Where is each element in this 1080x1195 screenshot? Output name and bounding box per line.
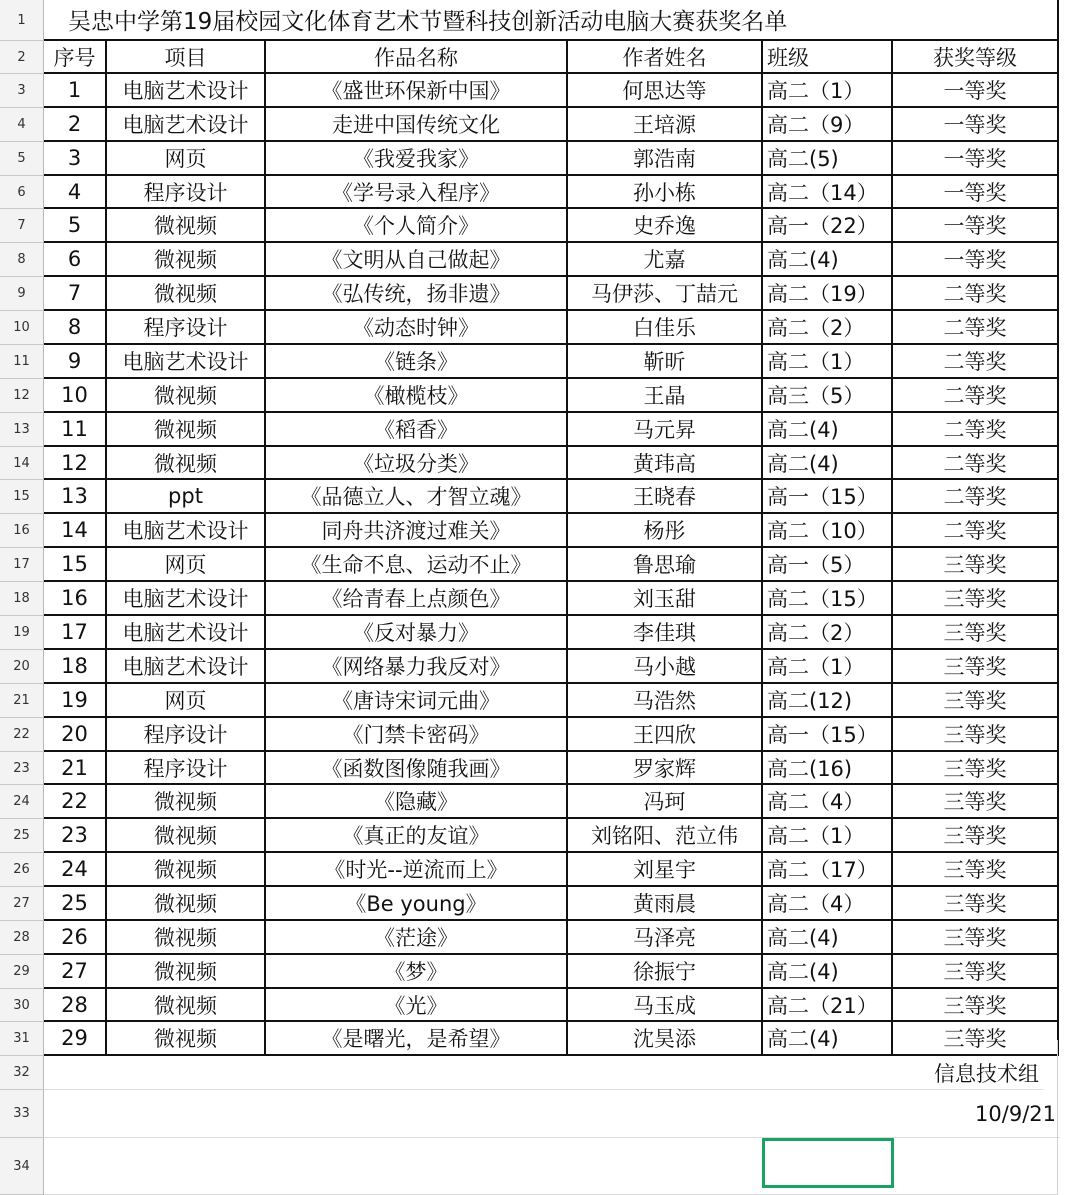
table-cell[interactable]: 8 bbox=[44, 311, 107, 345]
table-cell[interactable]: 21 bbox=[44, 752, 107, 785]
table-cell[interactable]: 《网络暴力我反对》 bbox=[266, 650, 568, 684]
sheet-row bbox=[0, 142, 1080, 176]
table-cell[interactable]: 微视频 bbox=[107, 921, 266, 955]
table-cell[interactable]: 《弘传统，扬非遗》 bbox=[266, 277, 568, 311]
table-cell[interactable]: 黄雨晨 bbox=[568, 887, 763, 921]
sheet-row bbox=[0, 650, 1080, 684]
table-cell[interactable]: 《稻香》 bbox=[266, 413, 568, 447]
sheet-row bbox=[0, 176, 1080, 209]
table-cell[interactable]: 网页 bbox=[107, 142, 266, 176]
row-number[interactable]: 7 bbox=[0, 209, 44, 243]
table-cell[interactable]: 王四欣 bbox=[568, 718, 763, 752]
sheet-row bbox=[0, 955, 1080, 989]
sheet-row bbox=[0, 243, 1080, 277]
table-cell[interactable]: 鲁思瑜 bbox=[568, 548, 763, 582]
table-cell[interactable]: 《垃圾分类》 bbox=[266, 447, 568, 480]
table-cell[interactable]: 电脑艺术设计 bbox=[107, 616, 266, 650]
sheet-row bbox=[0, 1090, 1080, 1138]
table-cell[interactable]: 电脑艺术设计 bbox=[107, 74, 266, 108]
table-cell[interactable]: 10 bbox=[44, 379, 107, 413]
table-cell[interactable]: 马小越 bbox=[568, 650, 763, 684]
table-cell[interactable]: 22 bbox=[44, 785, 107, 819]
table-cell[interactable]: 《个人简介》 bbox=[266, 209, 568, 243]
table-cell[interactable]: 微视频 bbox=[107, 209, 266, 243]
table-cell[interactable]: 微视频 bbox=[107, 379, 266, 413]
row-number[interactable]: 18 bbox=[0, 582, 44, 616]
table-cell[interactable]: 高二（2） bbox=[763, 616, 893, 650]
table-cell[interactable]: 高二（2） bbox=[763, 311, 893, 345]
table-cell[interactable]: 三等奖 bbox=[893, 989, 1059, 1022]
table-cell[interactable]: 《链条》 bbox=[266, 345, 568, 379]
table-cell[interactable]: 7 bbox=[44, 277, 107, 311]
table-cell[interactable]: 二等奖 bbox=[893, 514, 1059, 548]
row-number[interactable]: 34 bbox=[0, 1138, 44, 1195]
row-number[interactable]: 11 bbox=[0, 345, 44, 379]
table-cell[interactable]: 三等奖 bbox=[893, 752, 1059, 785]
table-cell[interactable]: 《唐诗宋词元曲》 bbox=[266, 684, 568, 718]
table-cell[interactable]: 二等奖 bbox=[893, 379, 1059, 413]
table-cell[interactable]: 20 bbox=[44, 718, 107, 752]
sheet-row bbox=[0, 684, 1080, 718]
table-cell[interactable]: 高一（5） bbox=[763, 548, 893, 582]
table-cell[interactable]: 刘铭阳、范立伟 bbox=[568, 819, 763, 853]
table-cell[interactable]: 二等奖 bbox=[893, 345, 1059, 379]
table-cell[interactable]: 3 bbox=[44, 142, 107, 176]
empty-cell[interactable] bbox=[44, 1138, 1057, 1195]
table-cell[interactable]: 一等奖 bbox=[893, 142, 1059, 176]
sheet-row bbox=[0, 785, 1080, 819]
table-cell[interactable]: 微视频 bbox=[107, 989, 266, 1022]
table-cell[interactable]: 《橄榄枝》 bbox=[266, 379, 568, 413]
table-cell[interactable]: 杨彤 bbox=[568, 514, 763, 548]
table-cell[interactable]: 郭浩南 bbox=[568, 142, 763, 176]
table-cell[interactable]: 《品德立人、才智立魂》 bbox=[266, 480, 568, 514]
table-cell[interactable]: 27 bbox=[44, 955, 107, 989]
table-cell[interactable]: 王培源 bbox=[568, 108, 763, 142]
footer-date[interactable]: 10/9/21 bbox=[44, 1090, 1060, 1138]
row-number[interactable]: 32 bbox=[0, 1056, 44, 1090]
table-cell[interactable]: 王晶 bbox=[568, 379, 763, 413]
table-cell[interactable]: 《Be young》 bbox=[266, 887, 568, 921]
table-cell[interactable]: 王晓春 bbox=[568, 480, 763, 514]
row-number[interactable]: 13 bbox=[0, 413, 44, 447]
table-cell[interactable]: 微视频 bbox=[107, 785, 266, 819]
table-cell[interactable]: 高一（22） bbox=[763, 209, 893, 243]
table-cell[interactable]: 高二（1） bbox=[763, 819, 893, 853]
table-cell[interactable]: 2 bbox=[44, 108, 107, 142]
table-cell[interactable]: 徐振宁 bbox=[568, 955, 763, 989]
table-cell[interactable]: 三等奖 bbox=[893, 853, 1059, 887]
table-cell[interactable]: 《动态时钟》 bbox=[266, 311, 568, 345]
row-number[interactable]: 14 bbox=[0, 447, 44, 480]
table-cell[interactable]: 程序设计 bbox=[107, 752, 266, 785]
table-cell[interactable]: 高二(4) bbox=[763, 955, 893, 989]
table-cell[interactable]: 一等奖 bbox=[893, 74, 1059, 108]
sheet-row bbox=[0, 548, 1080, 582]
table-cell[interactable]: 孙小栋 bbox=[568, 176, 763, 209]
table-cell[interactable]: 24 bbox=[44, 853, 107, 887]
table-cell[interactable]: 微视频 bbox=[107, 887, 266, 921]
table-cell[interactable]: 三等奖 bbox=[893, 887, 1059, 921]
row-number[interactable]: 20 bbox=[0, 650, 44, 684]
table-cell[interactable]: 高二（4） bbox=[763, 887, 893, 921]
table-cell[interactable]: 一等奖 bbox=[893, 243, 1059, 277]
table-cell[interactable]: 5 bbox=[44, 209, 107, 243]
table-cell[interactable]: 三等奖 bbox=[893, 1022, 1059, 1056]
table-cell[interactable]: 李佳琪 bbox=[568, 616, 763, 650]
table-cell[interactable]: 高一（15） bbox=[763, 718, 893, 752]
table-cell[interactable]: 微视频 bbox=[107, 277, 266, 311]
table-cell[interactable]: 《盛世环保新中国》 bbox=[266, 74, 568, 108]
row-number[interactable]: 9 bbox=[0, 277, 44, 311]
sheet-row bbox=[0, 1138, 1080, 1195]
table-cell[interactable]: 电脑艺术设计 bbox=[107, 650, 266, 684]
row-number[interactable]: 2 bbox=[0, 41, 44, 74]
table-cell[interactable]: 18 bbox=[44, 650, 107, 684]
header-cell[interactable]: 项目 bbox=[107, 41, 266, 74]
row-number[interactable]: 31 bbox=[0, 1022, 44, 1056]
table-cell[interactable]: 高二（1） bbox=[763, 650, 893, 684]
table-cell[interactable]: 高二（17） bbox=[763, 853, 893, 887]
table-cell[interactable]: 三等奖 bbox=[893, 819, 1059, 853]
row-number[interactable]: 24 bbox=[0, 785, 44, 819]
table-cell[interactable]: 走进中国传统文化 bbox=[266, 108, 568, 142]
table-cell[interactable]: 23 bbox=[44, 819, 107, 853]
sheet-row bbox=[0, 514, 1080, 548]
table-cell[interactable]: 《梦》 bbox=[266, 955, 568, 989]
table-cell[interactable]: 高二（9） bbox=[763, 108, 893, 142]
table-cell[interactable]: 高二(5) bbox=[763, 142, 893, 176]
table-cell[interactable]: 《门禁卡密码》 bbox=[266, 718, 568, 752]
table-cell[interactable]: 高二(4) bbox=[763, 447, 893, 480]
table-cell[interactable]: 14 bbox=[44, 514, 107, 548]
table-cell[interactable]: 《我爱我家》 bbox=[266, 142, 568, 176]
table-cell[interactable]: 刘星宇 bbox=[568, 853, 763, 887]
table-cell[interactable]: 28 bbox=[44, 989, 107, 1022]
sheet-row bbox=[0, 277, 1080, 311]
sheet-row bbox=[0, 108, 1080, 142]
table-cell[interactable]: 高二（19） bbox=[763, 277, 893, 311]
table-cell[interactable]: 25 bbox=[44, 887, 107, 921]
table-cell[interactable]: 6 bbox=[44, 243, 107, 277]
row-number[interactable]: 23 bbox=[0, 752, 44, 785]
table-cell[interactable]: 黄玮高 bbox=[568, 447, 763, 480]
table-cell[interactable]: 高二（1） bbox=[763, 74, 893, 108]
table-cell[interactable]: 史乔逸 bbox=[568, 209, 763, 243]
table-cell[interactable]: 高二（15） bbox=[763, 582, 893, 616]
table-cell[interactable]: 三等奖 bbox=[893, 955, 1059, 989]
sheet-title[interactable]: 吴忠中学第19届校园文化体育艺术节暨科技创新活动电脑大赛获奖名单 bbox=[44, 0, 1059, 41]
table-cell[interactable]: 一等奖 bbox=[893, 108, 1059, 142]
table-cell[interactable]: 4 bbox=[44, 176, 107, 209]
table-cell[interactable]: 《反对暴力》 bbox=[266, 616, 568, 650]
sheet-row bbox=[0, 447, 1080, 480]
table-cell[interactable]: 13 bbox=[44, 480, 107, 514]
table-cell[interactable]: 15 bbox=[44, 548, 107, 582]
table-cell[interactable]: 1 bbox=[44, 74, 107, 108]
row-number[interactable]: 28 bbox=[0, 921, 44, 955]
row-number[interactable]: 12 bbox=[0, 379, 44, 413]
column-divider bbox=[1057, 1040, 1058, 1195]
table-cell[interactable]: 二等奖 bbox=[893, 480, 1059, 514]
table-cell[interactable]: 马浩然 bbox=[568, 684, 763, 718]
table-cell[interactable]: 微视频 bbox=[107, 955, 266, 989]
table-cell[interactable]: 高二(16) bbox=[763, 752, 893, 785]
table-cell[interactable]: 二等奖 bbox=[893, 447, 1059, 480]
table-cell[interactable]: 高二(4) bbox=[763, 243, 893, 277]
table-cell[interactable]: 9 bbox=[44, 345, 107, 379]
table-cell[interactable]: 高二（10） bbox=[763, 514, 893, 548]
sheet-row bbox=[0, 1022, 1080, 1056]
sheet-row bbox=[0, 989, 1080, 1022]
table-cell[interactable]: 《真正的友谊》 bbox=[266, 819, 568, 853]
table-cell[interactable]: 三等奖 bbox=[893, 616, 1059, 650]
table-cell[interactable]: 马泽亮 bbox=[568, 921, 763, 955]
table-cell[interactable]: 三等奖 bbox=[893, 582, 1059, 616]
row-number[interactable]: 6 bbox=[0, 176, 44, 209]
sheet-row bbox=[0, 41, 1080, 74]
table-cell[interactable]: 17 bbox=[44, 616, 107, 650]
table-cell[interactable]: 二等奖 bbox=[893, 277, 1059, 311]
table-cell[interactable]: 微视频 bbox=[107, 243, 266, 277]
table-cell[interactable]: 高二（21） bbox=[763, 989, 893, 1022]
table-cell[interactable]: 沈昊添 bbox=[568, 1022, 763, 1056]
sheet-row bbox=[0, 379, 1080, 413]
table-cell[interactable]: 微视频 bbox=[107, 447, 266, 480]
table-cell[interactable]: 高二(4) bbox=[763, 921, 893, 955]
table-cell[interactable]: 网页 bbox=[107, 684, 266, 718]
table-cell[interactable]: 电脑艺术设计 bbox=[107, 582, 266, 616]
table-cell[interactable]: 三等奖 bbox=[893, 718, 1059, 752]
sheet-row bbox=[0, 752, 1080, 785]
table-cell[interactable]: 高二（1） bbox=[763, 345, 893, 379]
sheet-row bbox=[0, 921, 1080, 955]
table-cell[interactable]: 程序设计 bbox=[107, 718, 266, 752]
row-number[interactable]: 16 bbox=[0, 514, 44, 548]
table-cell[interactable]: 马玉成 bbox=[568, 989, 763, 1022]
sheet-row bbox=[0, 582, 1080, 616]
table-cell[interactable]: 一等奖 bbox=[893, 176, 1059, 209]
table-cell[interactable]: 程序设计 bbox=[107, 176, 266, 209]
table-cell[interactable]: 11 bbox=[44, 413, 107, 447]
table-cell[interactable]: 12 bbox=[44, 447, 107, 480]
table-cell[interactable]: 高二（14） bbox=[763, 176, 893, 209]
row-number[interactable]: 5 bbox=[0, 142, 44, 176]
table-cell[interactable]: 微视频 bbox=[107, 1022, 266, 1056]
row-number[interactable]: 4 bbox=[0, 108, 44, 142]
row-number[interactable]: 19 bbox=[0, 616, 44, 650]
header-cell[interactable]: 序号 bbox=[44, 41, 107, 74]
row-number[interactable]: 3 bbox=[0, 74, 44, 108]
table-cell[interactable]: 靳昕 bbox=[568, 345, 763, 379]
row-number[interactable]: 10 bbox=[0, 311, 44, 345]
table-cell[interactable]: 微视频 bbox=[107, 853, 266, 887]
row-number[interactable]: 21 bbox=[0, 684, 44, 718]
row-number[interactable]: 33 bbox=[0, 1090, 44, 1138]
table-cell[interactable]: 《是曙光，是希望》 bbox=[266, 1022, 568, 1056]
table-cell[interactable]: 16 bbox=[44, 582, 107, 616]
table-cell[interactable]: 高一（15） bbox=[763, 480, 893, 514]
footer-group[interactable]: 信息技术组 bbox=[44, 1056, 1043, 1090]
header-cell[interactable]: 作者姓名 bbox=[568, 41, 763, 74]
sheet-row bbox=[0, 616, 1080, 650]
row-number[interactable]: 29 bbox=[0, 955, 44, 989]
header-cell[interactable]: 获奖等级 bbox=[893, 41, 1059, 74]
table-cell[interactable]: 三等奖 bbox=[893, 921, 1059, 955]
table-cell[interactable]: 刘玉甜 bbox=[568, 582, 763, 616]
table-cell[interactable]: 《给青春上点颜色》 bbox=[266, 582, 568, 616]
row-number[interactable]: 26 bbox=[0, 853, 44, 887]
table-cell[interactable]: 高二（4） bbox=[763, 785, 893, 819]
table-cell[interactable]: 罗家辉 bbox=[568, 752, 763, 785]
table-cell[interactable]: 高二(12) bbox=[763, 684, 893, 718]
table-cell[interactable]: 同舟共济渡过难关》 bbox=[266, 514, 568, 548]
sheet-row bbox=[0, 345, 1080, 379]
row-number[interactable]: 15 bbox=[0, 480, 44, 514]
table-cell[interactable]: 29 bbox=[44, 1022, 107, 1056]
selected-cell[interactable] bbox=[762, 1138, 894, 1188]
table-cell[interactable]: 高二(4) bbox=[763, 413, 893, 447]
header-cell[interactable]: 班级 bbox=[763, 41, 893, 74]
table-cell[interactable]: 马元昇 bbox=[568, 413, 763, 447]
sheet-row bbox=[0, 74, 1080, 108]
sheet-row bbox=[0, 480, 1080, 514]
table-cell[interactable]: 《学号录入程序》 bbox=[266, 176, 568, 209]
table-cell[interactable]: 高三（5） bbox=[763, 379, 893, 413]
row-number[interactable]: 25 bbox=[0, 819, 44, 853]
table-cell[interactable]: 程序设计 bbox=[107, 311, 266, 345]
table-cell[interactable]: 19 bbox=[44, 684, 107, 718]
table-cell[interactable]: 三等奖 bbox=[893, 684, 1059, 718]
table-cell[interactable]: 高二(4) bbox=[763, 1022, 893, 1056]
sheet-row bbox=[0, 819, 1080, 853]
table-cell[interactable]: 电脑艺术设计 bbox=[107, 514, 266, 548]
table-cell[interactable]: 尤嘉 bbox=[568, 243, 763, 277]
sheet-row bbox=[0, 887, 1080, 921]
table-cell[interactable]: 何思达等 bbox=[568, 74, 763, 108]
table-cell[interactable]: 网页 bbox=[107, 548, 266, 582]
table-cell[interactable]: 《生命不息、运动不止》 bbox=[266, 548, 568, 582]
table-cell[interactable]: 微视频 bbox=[107, 819, 266, 853]
row-number[interactable]: 22 bbox=[0, 718, 44, 752]
table-cell[interactable]: 《函数图像随我画》 bbox=[266, 752, 568, 785]
sheet-row bbox=[0, 209, 1080, 243]
header-cell[interactable]: 作品名称 bbox=[266, 41, 568, 74]
table-cell[interactable]: 二等奖 bbox=[893, 311, 1059, 345]
table-cell[interactable]: 冯珂 bbox=[568, 785, 763, 819]
sheet-row bbox=[0, 413, 1080, 447]
table-cell[interactable]: 《隐藏》 bbox=[266, 785, 568, 819]
row-number[interactable]: 27 bbox=[0, 887, 44, 921]
row-number[interactable]: 17 bbox=[0, 548, 44, 582]
table-cell[interactable]: 微视频 bbox=[107, 413, 266, 447]
table-cell[interactable]: 三等奖 bbox=[893, 785, 1059, 819]
table-cell[interactable]: 三等奖 bbox=[893, 650, 1059, 684]
sheet-row bbox=[0, 0, 1080, 41]
table-cell[interactable]: 一等奖 bbox=[893, 209, 1059, 243]
sheet-row bbox=[0, 718, 1080, 752]
sheet-row bbox=[0, 311, 1080, 345]
table-cell[interactable]: 《文明从自己做起》 bbox=[266, 243, 568, 277]
table-cell[interactable]: 电脑艺术设计 bbox=[107, 108, 266, 142]
table-cell[interactable]: 白佳乐 bbox=[568, 311, 763, 345]
sheet-row bbox=[0, 1056, 1080, 1090]
table-cell[interactable]: 26 bbox=[44, 921, 107, 955]
row-number[interactable]: 1 bbox=[0, 0, 44, 41]
table-cell[interactable]: 《时光--逆流而上》 bbox=[266, 853, 568, 887]
table-cell[interactable]: 三等奖 bbox=[893, 548, 1059, 582]
table-cell[interactable]: ppt bbox=[107, 480, 266, 514]
table-cell[interactable]: 电脑艺术设计 bbox=[107, 345, 266, 379]
table-cell[interactable]: 马伊莎、丁喆元 bbox=[568, 277, 763, 311]
row-number[interactable]: 8 bbox=[0, 243, 44, 277]
table-cell[interactable]: 《茫途》 bbox=[266, 921, 568, 955]
table-cell[interactable]: 《光》 bbox=[266, 989, 568, 1022]
row-number[interactable]: 30 bbox=[0, 989, 44, 1022]
sheet-row bbox=[0, 853, 1080, 887]
table-cell[interactable]: 二等奖 bbox=[893, 413, 1059, 447]
